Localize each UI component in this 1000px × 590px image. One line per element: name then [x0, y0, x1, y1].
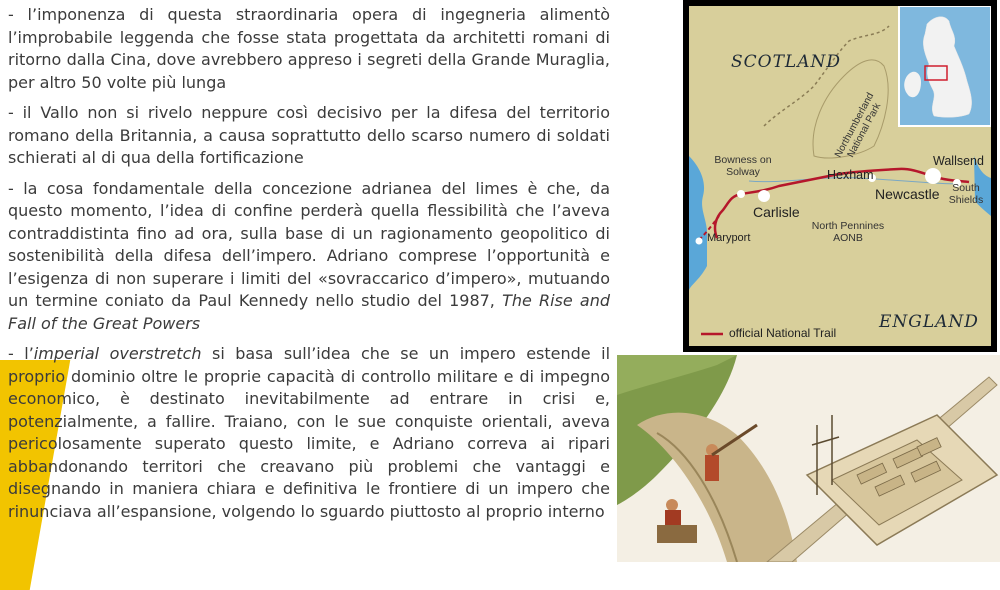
book-title: The Rise and Fall of the Great Powers: [8, 291, 610, 333]
hexham-label: Hexham: [827, 168, 874, 182]
england-label: ENGLAND: [879, 312, 979, 332]
scotland-label: SCOTLAND: [731, 52, 841, 72]
paragraph-3: [8, 178, 610, 336]
imperial-overstretch-term: imperial overstretch: [33, 344, 202, 363]
solway-sea: [689, 156, 707, 291]
maryport-label: Maryport: [707, 232, 751, 244]
hadrians-wall-map: [683, 0, 997, 352]
carlisle-label: Carlisle: [753, 204, 800, 220]
bowness-dot: [737, 190, 745, 198]
maryport-dot: [696, 238, 703, 245]
newcastle-dot: [925, 168, 941, 184]
map-canvas: [689, 6, 991, 346]
paragraph-4: [8, 343, 610, 523]
illustration-graphics: [617, 355, 1000, 562]
paragraph-4-prefix: - l’: [8, 344, 34, 363]
northumberland-label: Northumberland National Park: [832, 91, 884, 160]
paragraph-3-text: - la cosa fondamentale della concezione adrianea del limes è che, da questo momento, l’idea di confine perderà quella flessibilità che l’aveva contraddistinta fino ad ora, sulla base di un ragionamento geopolitico di sostenibilità della difesa dell’impero. Adriano comprese l’opportunità e l’esigenza di non superare i limiti del «sovraccarico d’impero», mutuando un termine coniato da Paul Kennedy nello studio del 1987,: [8, 178, 610, 310]
legend-label: official National Trail: [729, 326, 837, 340]
paragraph-1: - l’imponenza di questa straordinaria opera di ingegneria alimentò l’improbabile leggenda che fosse stata progettata da architetti romani di ritorno dalla Cina, dove avrebbero appreso i segreti della Grande Muraglia, per altro 50 volte più lunga: [8, 5, 610, 92]
paragraph-4-text: si basa sull’idea che se un impero estende il proprio dominio oltre le proprie capacità di controllo militare e di impegno economico, è destinato inevitabilmente ad entrare in crisi e, potenzialmente, a fallire. Traiano, con le sue conquiste orientali, aveva pericolosamente superato questo limite, e Adriano correva ai ripari abbandonando territori che creavano più problemi che vantaggi e disegnando in maniera chiara e definitiva le frontiere di un impero che rinunciava all’espansione, volgendo lo sguardo piuttosto al proprio interno: [8, 344, 611, 521]
wallsend-label: Wallsend: [933, 154, 984, 168]
roman-wall-illustration: [617, 355, 1000, 562]
text-column: [8, 4, 610, 531]
bowness-label: Bowness on Solway: [714, 154, 772, 178]
carlisle-dot: [758, 190, 770, 202]
newcastle-label: Newcastle: [875, 186, 940, 202]
north-pennines-label: North Pennines AONB: [811, 220, 885, 244]
south-shields-label: South Shields: [948, 182, 984, 206]
paragraph-2: - il Vallo non si rivelo neppure così decisivo per la difesa del territorio romano della Britannia, a causa soprattutto dello scarso numero di soldati schierati al di qua della fortificazione: [8, 103, 610, 167]
